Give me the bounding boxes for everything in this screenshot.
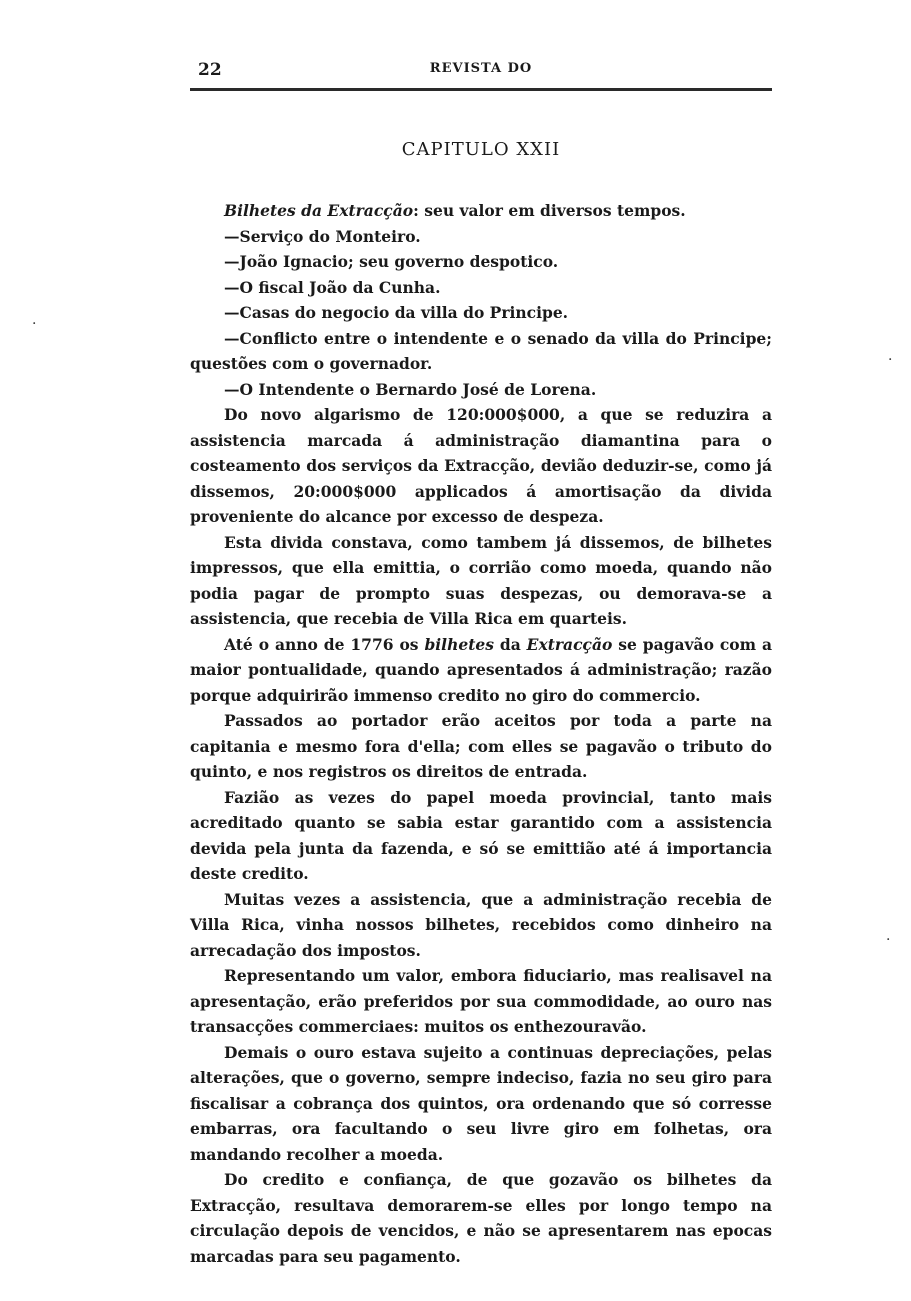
paragraph-6: Muitas vezes a assistencia, que a administração recebia de Villa Rica, vinha nossos bilhetes, recebidos como dinheiro na arrecadação dos impostos. [190,889,772,960]
paragraph-7: Representando um valor, embora fiduciario, mas realisavel na apresentação, erão preferidos por sua commodidade, ao ouro nas transacções commerciaes: muitos os enthezouravão. [190,966,772,1036]
summary-item: —O fiscal João da Cunha. [224,277,441,297]
page-number: 22 [198,60,222,80]
running-head [190,58,772,91]
paragraph-9: Do credito e confiança, de que gozavão os bilhetes da Extracção, resultava demorarem-se elles por longo tempo na circulação depois de vencidos, e não se apresentarem nas epocas marcadas para seu pagamento. [190,1170,772,1266]
margin-speck: · [886,932,891,948]
paragraph-8: Demais o ouro estava sujeito a continuas depreciações, pelas alterações, que o governo, sempre indeciso, fazia no seu giro para fiscalisar a cobrança dos quintos, ora ordenando que só corresse embarras, ora facultando o seu livre giro em folhetas, ora mandando recolher a moeda. [190,1042,772,1164]
paragraph-3-italic-bilhetes: bilhetes [424,634,494,654]
paragraph-1: Do novo algarismo de 120:000$000, a que se reduzira a assistencia marcada á administração diamantina para o costeamento dos serviços da Extracção, devião deduzir-se, como já dissemos, 20:000$000 applicados á amortisação da divida proveniente do alcance por excesso de despeza. [190,405,772,526]
summary-intro-italic: Bilhetes da Extracção [224,201,414,220]
paragraph-3-part-c: se pagavão com a maior pontualidade, quando apresentados á administração; razão porque adquirirão immenso credito no giro do commercio. [190,634,772,705]
paragraph-4: Passados ao portador erão aceitos por toda a parte na capitania e mesmo fora d'ella; com elles se pagavão o tributo do quinto, e nos registros os direitos de entrada. [190,711,772,781]
summary-item: —O Intendente o Bernardo José de Lorena. [224,379,597,399]
running-title: REVISTA DO [429,61,533,76]
body-text [190,402,772,1269]
chapter-title: CAPITULO XXII [401,139,561,160]
paragraph-3 [190,632,772,709]
summary-item: —Casas do negocio da villa do Principe. [224,303,569,322]
chapter-summary [190,198,772,402]
paragraph-2: Esta divida constava, como tambem já dissemos, de bilhetes impressos, que ella emittia, o corrião como moeda, quando não podia pagar de prompto suas despezas, ou demorava-se a assistencia, que recebia de Villa Rica em quarteis. [190,532,772,628]
paragraph-5: Fazião as vezes do papel moeda provincial, tanto mais acreditado quanto se sabia estar garantido com a assistencia devida pela junta da fazenda, e só se emittião até á importancia deste credito. [190,787,772,883]
paragraph-3-italic-extraccao: Extracção [526,634,613,654]
margin-speck: · [32,316,37,332]
summary-item: —Serviço do Monteiro. [224,226,421,246]
summary-item: —Conflicto entre o intendente e o senado da villa do Principe; questões com o governador. [190,328,772,373]
paragraph-3-part-b: da [493,634,527,654]
summary-intro-rest: : seu valor em diversos tempos. [413,201,686,220]
summary-intro [190,198,772,224]
paragraph-3-part-a: Até o anno de 1776 os [224,634,425,654]
summary-item: —João Ignacio; seu governo despotico. [224,252,559,271]
margin-speck: · [888,352,893,368]
